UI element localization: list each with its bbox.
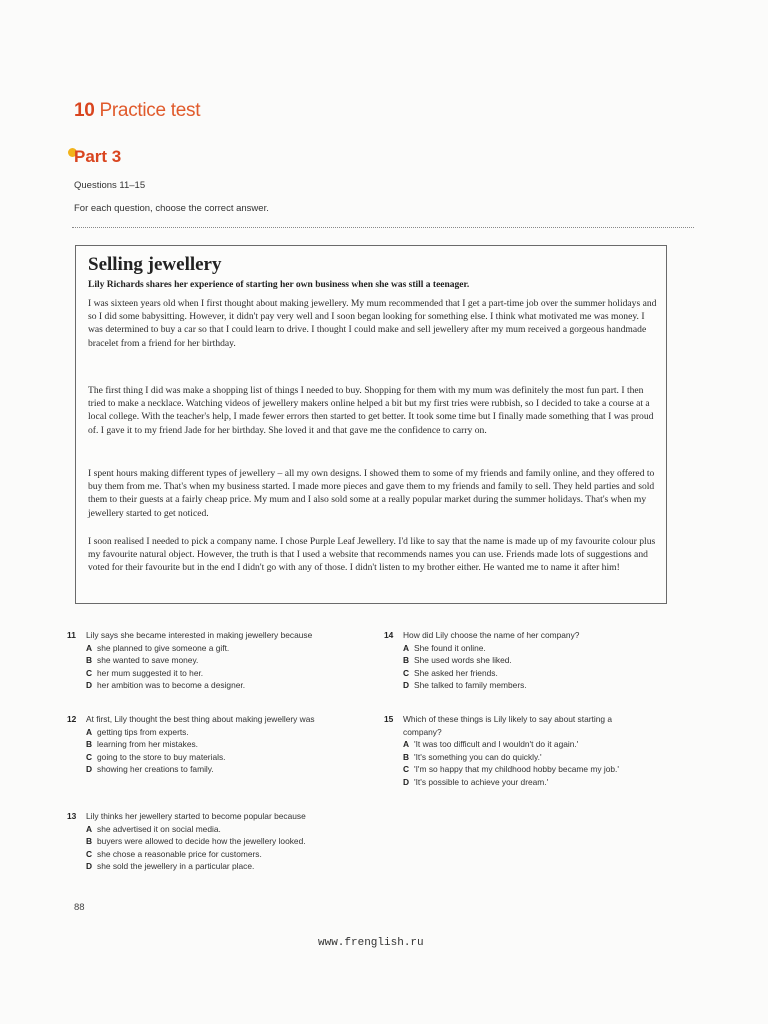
option-letter: A xyxy=(403,642,410,653)
option-text: 'It was too difficult and I wouldn't do it again.' xyxy=(414,739,579,749)
option-letter: D xyxy=(403,680,410,690)
option-letter: B xyxy=(86,655,93,665)
question-stem: Which of these things is Lily likely to say about starting a company? xyxy=(403,714,613,737)
option-letter: A xyxy=(403,739,410,749)
option-text: she planned to give someone a gift. xyxy=(97,642,230,653)
option-letter: C xyxy=(86,667,93,678)
question-13 xyxy=(67,810,376,873)
answer-option[interactable] xyxy=(86,835,376,848)
answer-option[interactable] xyxy=(403,763,683,776)
answer-option[interactable] xyxy=(86,848,376,861)
question-number: 11 xyxy=(67,630,76,640)
option-letter: C xyxy=(86,848,93,859)
question-number: 15 xyxy=(384,714,394,724)
option-text: showing her creations to family. xyxy=(97,764,214,774)
question-number: 12 xyxy=(67,714,77,724)
option-letter: A xyxy=(86,726,93,737)
option-letter: D xyxy=(86,680,93,690)
question-stem: At first, Lily thought the best thing about making jewellery was xyxy=(86,714,315,724)
question-number: 13 xyxy=(67,811,77,821)
option-letter: B xyxy=(403,655,410,665)
test-title: Practice test xyxy=(99,100,201,121)
website-watermark: www.frenglish.ru xyxy=(318,937,424,949)
option-text: she advertised it on social media. xyxy=(97,823,221,834)
option-text: she chose a reasonable price for customers. xyxy=(97,848,262,859)
instruction-text: For each question, choose the correct answer. xyxy=(74,203,269,214)
option-letter: B xyxy=(86,739,93,749)
answer-option[interactable] xyxy=(86,667,376,680)
question-12 xyxy=(67,713,336,776)
page-number: 88 xyxy=(74,902,85,913)
option-text: She used words she liked. xyxy=(414,655,512,665)
option-letter: C xyxy=(86,751,93,762)
answer-option[interactable] xyxy=(86,823,376,836)
option-text: getting tips from experts. xyxy=(97,726,189,737)
answer-option[interactable] xyxy=(403,642,683,655)
answer-option[interactable] xyxy=(86,751,336,764)
answer-option[interactable] xyxy=(403,751,683,764)
article-title: Selling jewellery xyxy=(88,254,222,275)
option-letter: D xyxy=(86,861,93,871)
option-text: learning from her mistakes. xyxy=(97,739,199,749)
article-subtitle: Lily Richards shares her experience of starting her own business when she was still a teenager. xyxy=(88,280,470,290)
question-number: 14 xyxy=(384,630,394,640)
answer-option[interactable] xyxy=(403,776,683,789)
option-letter: C xyxy=(403,667,410,678)
option-letter: B xyxy=(86,836,93,846)
option-text: buyers were allowed to decide how the jewellery looked. xyxy=(97,836,306,846)
test-heading xyxy=(74,100,200,122)
option-text: 'I'm so happy that my childhood hobby became my job.' xyxy=(414,764,619,774)
answer-option[interactable] xyxy=(86,860,376,873)
question-stem: Lily says she became interested in making jewellery because xyxy=(86,630,313,640)
answer-option[interactable] xyxy=(403,679,683,692)
option-text: She talked to family members. xyxy=(414,680,527,690)
article-paragraph: I was sixteen years old when I first thought about making jewellery. My mum recommended that I get a part-time job over the summer holidays and so I did some babysitting. However, it didn't pay very well and I soon began looking for something else. I think what motivated me was money. I was determined to buy a car so that I could learn to drive. I thought I could make and sell jewellery after my mum received a gorgeous handmade bracelet from a friend for her birthday. xyxy=(88,298,657,349)
article-paragraph: I soon realised I needed to pick a company name. I chose Purple Leaf Jewellery. I'd like to say that the name is made up of my favourite colour plus my favourite natural object. However, the truth is that I used a website that recommends names you can use. Friends made lots of suggestions and voted for their favourite but in the end I didn't go with any of those. I didn't listen to my brother either. He wanted me to name it after him! xyxy=(88,536,656,574)
option-text: her ambition was to become a designer. xyxy=(97,680,246,690)
question-11 xyxy=(67,629,376,692)
question-stem: Lily thinks her jewellery started to become popular because xyxy=(86,811,306,821)
option-letter: D xyxy=(86,764,93,774)
article-paragraph: The first thing I did was make a shopping list of things I needed to buy. Shopping for them with my mum was definitely the most fun part. I then tried to make a necklace. Watching videos of jewellery makers online helped a bit but my first tries were rubbish, so I decided to take a course at a local college. With the teacher's help, I made fewer errors then started to get better. It took some time but I finally made something that I was proud of. I gave it to my friend Jade for her birthday. She loved it and that gave me the confidence to carry on. xyxy=(88,385,654,436)
option-letter: A xyxy=(86,642,93,653)
option-text: her mum suggested it to her. xyxy=(97,667,204,678)
option-letter: C xyxy=(403,764,410,774)
questions-range: Questions 11–15 xyxy=(74,180,146,191)
answer-option[interactable] xyxy=(86,642,376,655)
dotted-divider xyxy=(72,227,694,228)
question-14 xyxy=(384,629,683,692)
option-text: 'It's possible to achieve your dream.' xyxy=(414,776,549,787)
answer-option[interactable] xyxy=(403,654,683,667)
answer-option[interactable] xyxy=(86,654,376,667)
part-heading xyxy=(68,145,188,173)
option-text: She asked her friends. xyxy=(414,667,498,678)
option-text: 'It's something you can do quickly.' xyxy=(414,751,542,762)
option-text: She found it online. xyxy=(414,642,486,653)
answer-option[interactable] xyxy=(403,667,683,680)
part-title: Part 3 xyxy=(74,147,122,166)
article-paragraph: I spent hours making different types of jewellery – all my own designs. I showed them to some of my friends and family online, and they offered to buy them from me. That's when my business started. I made more pieces and gave them to my friends and family to sell. They held parties and sold them to their guests at a fairly cheap price. My mum and I also sold some at a really popular market during the summer holidays. That's when my jewellery started to get noticed. xyxy=(88,468,655,519)
option-text: she sold the jewellery in a particular place. xyxy=(97,861,255,871)
answer-option[interactable] xyxy=(86,679,376,692)
question-15 xyxy=(384,713,683,788)
test-number: 10 xyxy=(74,100,95,121)
option-text: going to the store to buy materials. xyxy=(97,751,226,762)
question-stem: How did Lily choose the name of her company? xyxy=(403,630,580,640)
answer-option[interactable] xyxy=(86,738,336,751)
option-text: she wanted to save money. xyxy=(97,655,199,665)
option-letter: D xyxy=(403,776,410,787)
option-letter: B xyxy=(403,751,410,762)
answer-option[interactable] xyxy=(86,726,336,739)
option-letter: A xyxy=(86,823,93,834)
answer-option[interactable] xyxy=(403,738,683,751)
answer-option[interactable] xyxy=(86,763,336,776)
